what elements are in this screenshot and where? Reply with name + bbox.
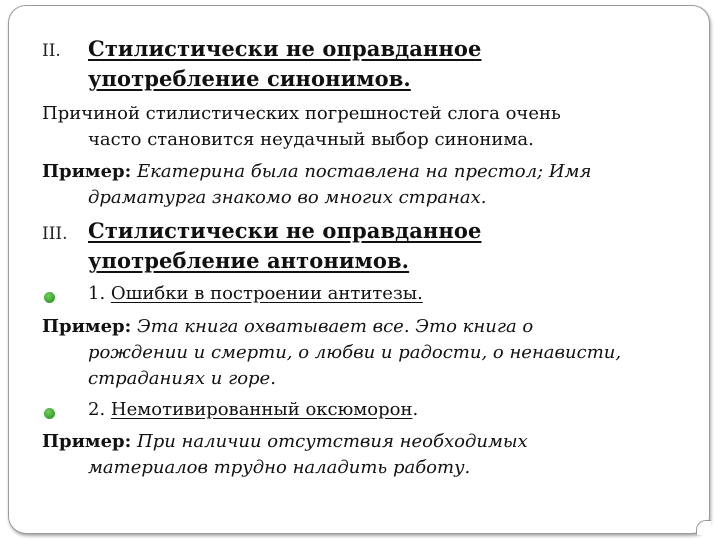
folded-corner bbox=[696, 520, 711, 535]
example-1-line1: Пример: Екатерина была поставлена на престол; Имя bbox=[42, 161, 592, 182]
example-label: Пример: bbox=[42, 161, 132, 182]
section-3-title-line2: употребление антонимов. bbox=[88, 248, 410, 273]
paragraph-line2: часто становится неудачный выбор синонима. bbox=[88, 129, 534, 150]
bullet-icon bbox=[44, 292, 55, 303]
example-label: Пример: bbox=[42, 431, 132, 452]
example-2-line1: Пример: Эта книга охватывает все. Это книга о bbox=[42, 316, 534, 337]
bullet-icon bbox=[44, 408, 55, 419]
section-3-title-line1: Стилистически не оправданное bbox=[88, 218, 482, 243]
example-2-line3: страданиях и горе. bbox=[88, 368, 276, 389]
example-2-line2: рождении и смерти, о любви и радости, о ненависти, bbox=[88, 342, 622, 363]
section-2-title-line1: Стилистически не оправданное bbox=[88, 36, 482, 61]
list-item-2: 2. Немотивированный оксюморон. bbox=[88, 399, 419, 420]
section-numeral-2: II. bbox=[42, 41, 61, 61]
example-3-line1: Пример: При наличии отсутствия необходимых bbox=[42, 431, 528, 452]
example-1-line2: драматурга знакомо во многих странах. bbox=[88, 187, 487, 208]
paragraph-line1: Причиной стилистических погрешностей слога очень bbox=[42, 103, 561, 124]
example-3-line2: материалов трудно наладить работу. bbox=[88, 457, 471, 478]
section-numeral-3: III. bbox=[42, 224, 68, 244]
section-2-title-line2: употребление синонимов. bbox=[88, 66, 411, 91]
list-item-1: 1. Ошибки в построении антитезы. bbox=[88, 283, 423, 304]
example-label: Пример: bbox=[42, 316, 132, 337]
